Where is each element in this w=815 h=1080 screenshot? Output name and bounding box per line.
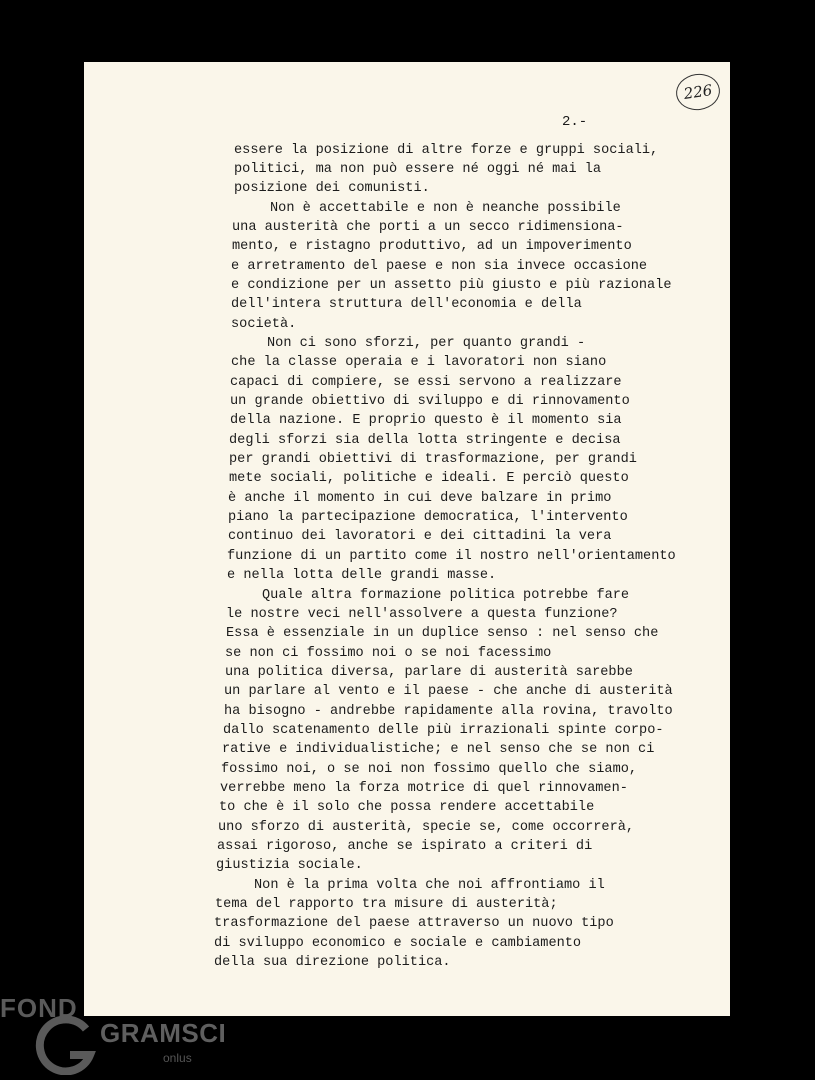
watermark-line3: onlus: [163, 1051, 192, 1065]
text-line: una austerità che porti a un secco ridimensiona-: [232, 220, 624, 235]
text-line: degli sforzi sia della lotta stringente e decisa: [229, 433, 621, 448]
text-line: le nostre veci nell'assolvere a questa funzione?: [226, 607, 618, 622]
text-line: dallo scatenamento delle più irrazionali spinte corpo-: [223, 723, 664, 738]
text-line: un grande obiettivo di sviluppo e di rinnovamento: [230, 394, 630, 409]
watermark-line2: GRAMSCI: [100, 1018, 227, 1048]
folio-number: 226: [674, 71, 723, 113]
text-line: è anche il momento in cui deve balzare in primo: [228, 491, 612, 506]
text-line: mento, e ristagno produttivo, ad un impoverimento: [232, 239, 632, 254]
text-line: essere la posizione di altre forze e gruppi sociali,: [234, 143, 659, 158]
text-line: rative e individualistiche; e nel senso che se non ci: [222, 742, 655, 757]
text-line: capaci di compiere, se essi servono a realizzare: [230, 375, 622, 390]
text-line: giustizia sociale.: [216, 858, 363, 873]
fondazione-gramsci-watermark: [0, 985, 227, 1080]
text-line: dell'intera struttura dell'economia e della: [231, 297, 582, 312]
page-number: 2.-: [562, 114, 588, 130]
text-line: società.: [231, 317, 297, 332]
text-line: e nella lotta delle grandi masse.: [227, 568, 497, 583]
g-logo-icon: [34, 1015, 104, 1080]
text-line: continuo dei lavoratori e dei cittadini la vera: [228, 529, 612, 544]
text-line: Quale altra formazione politica potrebbe fare: [262, 588, 630, 603]
text-line: e condizione per un assetto più giusto e più razionale: [231, 278, 672, 293]
text-line: verrebbe meno la forza motrice di quel rinnovamen-: [220, 781, 628, 796]
text-line: Essa è essenziale in un duplice senso : nel senso che: [226, 626, 659, 641]
text-line: uno sforzo di austerità, specie se, come occorrerà,: [218, 820, 635, 835]
text-line: piano la partecipazione democratica, l'intervento: [228, 510, 628, 525]
text-line: politici, ma non può essere né oggi né mai la: [234, 162, 602, 177]
text-line: se non ci fossimo noi o se noi facessimo: [225, 646, 552, 661]
text-line: fossimo noi, o se noi non fossimo quello che siamo,: [221, 762, 638, 777]
watermark-line1: FOND: [0, 993, 78, 1023]
text-line: della nazione. E proprio questo è il momento sia: [230, 413, 622, 428]
text-line: trasformazione del paese attraverso un nuovo tipo: [214, 916, 614, 931]
text-line: una politica diversa, parlare di austerità sarebbe: [225, 665, 633, 680]
text-line: Non ci sono sforzi, per quanto grandi -: [267, 336, 586, 351]
text-line: tema del rapporto tra misure di austerità;: [215, 897, 558, 912]
text-line: Non è la prima volta che noi affrontiamo il: [254, 878, 605, 893]
text-line: posizione dei comunisti.: [234, 181, 430, 196]
text-line: Non è accettabile e non è neanche possibile: [270, 201, 621, 216]
text-line: to che è il solo che possa rendere accettabile: [219, 800, 595, 815]
text-line: assai rigoroso, anche se ispirato a criteri di: [217, 839, 593, 854]
text-line: funzione di un partito come il nostro nell'orientamento: [227, 549, 676, 564]
text-line: e arretramento del paese e non sia invece occasione: [231, 259, 648, 274]
text-line: un parlare al vento e il paese - che anche di austerità: [224, 684, 673, 699]
text-line: per grandi obiettivi di trasformazione, per grandi: [229, 452, 637, 467]
text-line: della sua direzione politica.: [214, 955, 451, 970]
text-line: mete sociali, politiche e ideali. E perciò questo: [229, 471, 629, 486]
text-line: di sviluppo economico e sociale e cambiamento: [214, 936, 582, 951]
text-line: che la classe operaia e i lavoratori non siano: [231, 355, 607, 370]
text-line: ha bisogno - andrebbe rapidamente alla rovina, travolto: [224, 704, 673, 719]
